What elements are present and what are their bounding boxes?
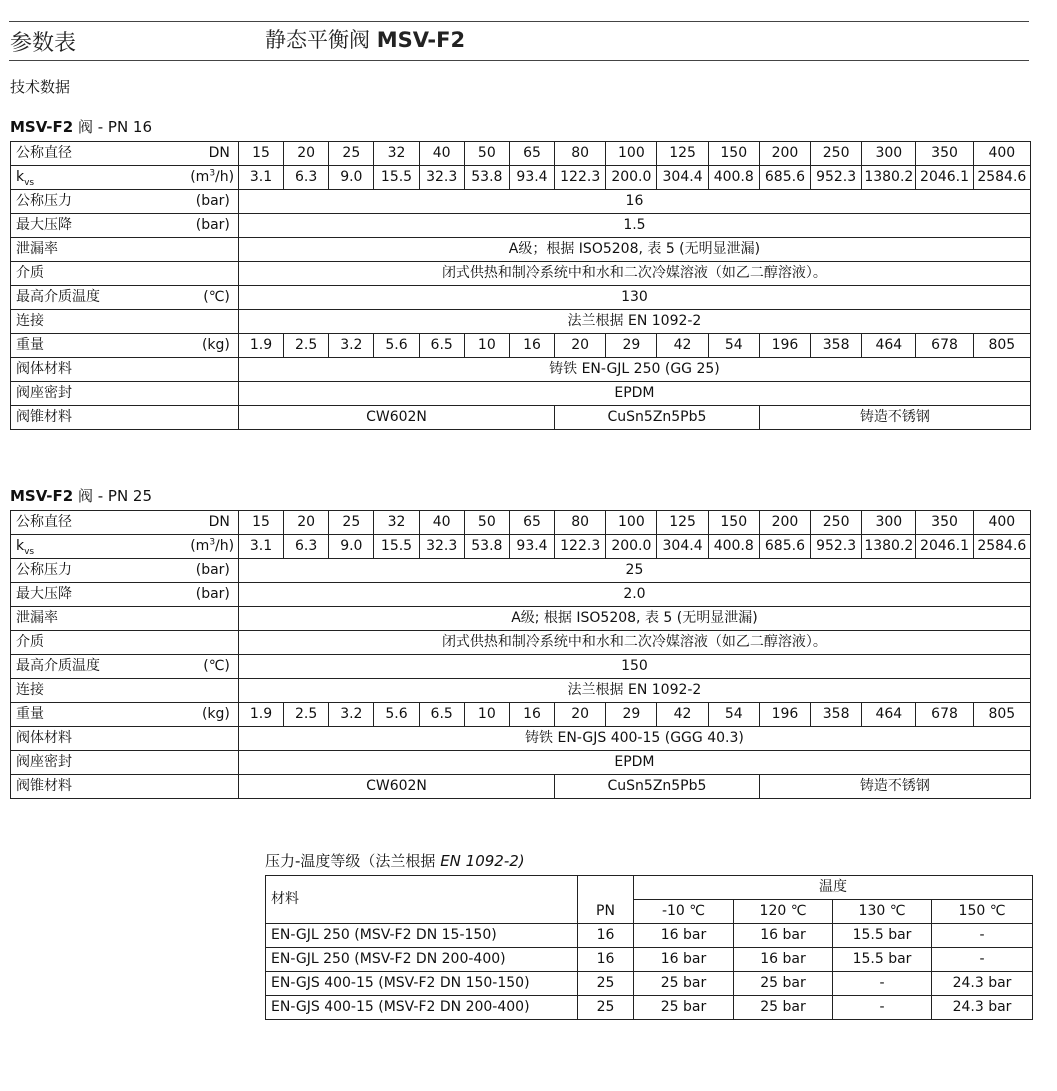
pt-material: EN-GJL 250 (MSV-F2 DN 200-400) — [266, 948, 578, 972]
table-row — [266, 972, 1033, 996]
spec-row-kvs — [11, 166, 1031, 190]
pt-header-pn: PN — [578, 876, 634, 924]
table-cell: 196 — [759, 334, 810, 358]
table-row — [266, 996, 1033, 1020]
kvs-unit-sup: 3 — [209, 168, 216, 179]
spec-row-max-temp — [11, 286, 1031, 310]
doc-title — [265, 24, 465, 54]
row-label: 阀座密封 — [11, 751, 239, 775]
table-cell: 304.4 — [657, 535, 708, 559]
table-cell: 10 — [464, 334, 509, 358]
spec-row-medium — [11, 262, 1031, 286]
row-label: 最大压降 — [11, 214, 191, 238]
row-label: 泄漏率 — [11, 607, 239, 631]
table-cell: 400.8 — [708, 166, 759, 190]
row-value: 2.0 — [238, 583, 1030, 607]
table-cell: 32 — [374, 511, 419, 535]
pt-header-row — [266, 876, 1033, 900]
row-label: 公称压力 — [11, 190, 191, 214]
table-cell: 10 — [464, 703, 509, 727]
pt-value: 25 bar — [634, 996, 734, 1020]
table-cell: 1.9 — [238, 703, 283, 727]
row-value: 130 — [238, 286, 1030, 310]
table-cell: 3.2 — [329, 703, 374, 727]
cone-material-value: 铸造不锈钢 — [759, 406, 1030, 430]
spec-row-pressure — [11, 190, 1031, 214]
table-cell: 42 — [657, 334, 708, 358]
row-label: 连接 — [11, 679, 239, 703]
pt-header-temp: 120 ℃ — [734, 900, 833, 924]
table-cell: 5.6 — [374, 703, 419, 727]
pt-value: 25 bar — [734, 972, 833, 996]
row-value: 铸铁 EN-GJL 250 (GG 25) — [238, 358, 1030, 382]
kvs-unit-post: /h) — [215, 538, 235, 554]
table-cell: 15 — [238, 511, 283, 535]
row-label: 阀锥材料 — [11, 406, 239, 430]
pt-material: EN-GJS 400-15 (MSV-F2 DN 200-400) — [266, 996, 578, 1020]
row-label: 阀体材料 — [11, 727, 239, 751]
kvs-unit — [190, 166, 238, 190]
row-value: 法兰根据 EN 1092-2 — [238, 310, 1030, 334]
pn16-heading-rest: 阀 - PN 16 — [77, 118, 153, 136]
spec-row-dn — [11, 142, 1031, 166]
pt-value: - — [833, 996, 932, 1020]
table-cell: 150 — [708, 142, 759, 166]
row-label: 重量 — [11, 703, 191, 727]
table-cell: 29 — [606, 334, 657, 358]
table-cell: 93.4 — [509, 535, 554, 559]
spec-row-cone-material — [11, 775, 1031, 799]
table-cell: 1380.2 — [862, 166, 916, 190]
kvs-label-sub: vs — [24, 177, 35, 188]
pt-material: EN-GJS 400-15 (MSV-F2 DN 150-150) — [266, 972, 578, 996]
table-cell: 805 — [973, 334, 1030, 358]
pt-value: 24.3 bar — [932, 972, 1033, 996]
table-cell: 25 — [329, 511, 374, 535]
pn25-heading-rest: 阀 - PN 25 — [77, 487, 153, 505]
header-bottom-rule — [9, 60, 1029, 61]
table-cell: 32.3 — [419, 166, 464, 190]
kvs-label-sub: vs — [24, 546, 35, 557]
table-cell: 80 — [555, 142, 606, 166]
row-value: 铸铁 EN-GJS 400-15 (GGG 40.3) — [238, 727, 1030, 751]
pt-header-material: 材料 — [266, 876, 578, 924]
kvs-label-main: k — [16, 169, 25, 185]
table-cell: 65 — [509, 142, 554, 166]
spec-row-leakage — [11, 607, 1031, 631]
row-unit: (bar) — [190, 559, 238, 583]
table-cell: 5.6 — [374, 334, 419, 358]
spec-row-cone-material — [11, 406, 1031, 430]
table-cell: 122.3 — [555, 535, 606, 559]
table-cell: 200 — [759, 511, 810, 535]
doc-title-prefix: 静态平衡阀 — [265, 28, 370, 52]
kvs-unit — [190, 535, 238, 559]
header-top-rule — [9, 21, 1029, 22]
row-value: A级；根据 ISO5208, 表 5 (无明显泄漏) — [238, 238, 1030, 262]
table-cell: 25 — [329, 142, 374, 166]
pt-pn: 25 — [578, 972, 634, 996]
table-cell: 685.6 — [759, 535, 810, 559]
table-cell: 15.5 — [374, 535, 419, 559]
row-label: 介质 — [11, 631, 239, 655]
table-cell: 2046.1 — [916, 535, 973, 559]
table-cell: 54 — [708, 703, 759, 727]
table-cell: 350 — [916, 142, 973, 166]
table-cell: 300 — [862, 511, 916, 535]
table-row — [266, 948, 1033, 972]
table-cell: 122.3 — [555, 166, 606, 190]
doc-title-model: MSV-F2 — [376, 28, 466, 52]
pt-value: 25 bar — [734, 996, 833, 1020]
table-cell: 32 — [374, 142, 419, 166]
table-cell: 6.3 — [284, 535, 329, 559]
pt-pn: 16 — [578, 924, 634, 948]
table-cell: 15 — [238, 142, 283, 166]
table-cell: 2046.1 — [916, 166, 973, 190]
spec-row-medium — [11, 631, 1031, 655]
spec-row-max-drop — [11, 583, 1031, 607]
kvs-label — [11, 535, 191, 559]
row-unit: (℃) — [190, 286, 238, 310]
pressure-temp-table — [265, 875, 1033, 1020]
row-unit: (kg) — [190, 703, 238, 727]
row-label: 最高介质温度 — [11, 286, 191, 310]
cone-material-value: CW602N — [238, 775, 554, 799]
table-cell: 15.5 — [374, 166, 419, 190]
table-cell: 350 — [916, 511, 973, 535]
table-cell: 16 — [509, 703, 554, 727]
table-cell: 54 — [708, 334, 759, 358]
table-cell: 93.4 — [509, 166, 554, 190]
table-cell: 150 — [708, 511, 759, 535]
row-value: 16 — [238, 190, 1030, 214]
table-cell: 1380.2 — [862, 535, 916, 559]
table-cell: 952.3 — [811, 166, 862, 190]
pt-header-temp: -10 ℃ — [634, 900, 734, 924]
pt-material: EN-GJL 250 (MSV-F2 DN 15-150) — [266, 924, 578, 948]
table-cell: 53.8 — [464, 166, 509, 190]
row-label: 泄漏率 — [11, 238, 239, 262]
pt-value: - — [833, 972, 932, 996]
pn25-heading-model: MSV-F2 — [10, 487, 74, 505]
row-value: 150 — [238, 655, 1030, 679]
table-cell: 250 — [811, 511, 862, 535]
row-unit: (℃) — [190, 655, 238, 679]
table-cell: 6.5 — [419, 703, 464, 727]
pt-value: 15.5 bar — [833, 948, 932, 972]
spec-row-body-material — [11, 727, 1031, 751]
pn16-spec-table — [10, 141, 1031, 430]
table-cell: 65 — [509, 511, 554, 535]
pt-value: 24.3 bar — [932, 996, 1033, 1020]
row-unit: (kg) — [190, 334, 238, 358]
table-cell: 20 — [555, 703, 606, 727]
row-label: 公称压力 — [11, 559, 191, 583]
row-unit: (bar) — [190, 583, 238, 607]
table-cell: 952.3 — [811, 535, 862, 559]
table-cell: 40 — [419, 511, 464, 535]
table-row — [266, 924, 1033, 948]
table-cell: 678 — [916, 334, 973, 358]
row-label: 连接 — [11, 310, 239, 334]
table-cell: 200 — [759, 142, 810, 166]
row-value: 闭式供热和制冷系统中和水和二次冷媒溶液（如乙二醇溶液）。 — [238, 631, 1030, 655]
pn25-spec-table — [10, 510, 1031, 799]
table-cell: 50 — [464, 142, 509, 166]
row-label: 最高介质温度 — [11, 655, 191, 679]
table-cell: 100 — [606, 511, 657, 535]
table-cell: 32.3 — [419, 535, 464, 559]
row-value: EPDM — [238, 382, 1030, 406]
table-cell: 400.8 — [708, 535, 759, 559]
spec-row-connection — [11, 310, 1031, 334]
kvs-label-main: k — [16, 538, 25, 554]
table-cell: 53.8 — [464, 535, 509, 559]
table-cell: 6.3 — [284, 166, 329, 190]
cone-material-value: CW602N — [238, 406, 554, 430]
pt-value: 16 bar — [634, 948, 734, 972]
table-cell: 200.0 — [606, 535, 657, 559]
row-label: 阀锥材料 — [11, 775, 239, 799]
spec-row-dn — [11, 511, 1031, 535]
table-cell: 3.1 — [238, 166, 283, 190]
row-unit: DN — [190, 142, 238, 166]
table-cell: 20 — [555, 334, 606, 358]
pt-pn: 25 — [578, 996, 634, 1020]
table-cell: 40 — [419, 142, 464, 166]
table-cell: 125 — [657, 142, 708, 166]
pn16-heading-model: MSV-F2 — [10, 118, 74, 136]
kvs-unit-post: /h) — [215, 169, 235, 185]
spec-row-kvs — [11, 535, 1031, 559]
cone-material-value: 铸造不锈钢 — [759, 775, 1030, 799]
spec-row-max-temp — [11, 655, 1031, 679]
pt-value: 15.5 bar — [833, 924, 932, 948]
table-cell: 2.5 — [284, 334, 329, 358]
pt-value: 16 bar — [734, 924, 833, 948]
row-value: 法兰根据 EN 1092-2 — [238, 679, 1030, 703]
table-cell: 464 — [862, 334, 916, 358]
table-cell: 1.9 — [238, 334, 283, 358]
table-cell: 9.0 — [329, 535, 374, 559]
table-cell: 805 — [973, 703, 1030, 727]
cone-material-value: CuSn5Zn5Pb5 — [555, 775, 760, 799]
spec-row-pressure — [11, 559, 1031, 583]
spec-row-seat-seal — [11, 751, 1031, 775]
row-value: A级; 根据 ISO5208, 表 5 (无明显泄漏) — [238, 607, 1030, 631]
cone-material-value: CuSn5Zn5Pb5 — [555, 406, 760, 430]
spec-row-connection — [11, 679, 1031, 703]
table-cell: 400 — [973, 142, 1030, 166]
row-unit: DN — [190, 511, 238, 535]
pt-value: 16 bar — [734, 948, 833, 972]
spec-row-seat-seal — [11, 382, 1031, 406]
row-unit: (bar) — [190, 190, 238, 214]
table-cell: 2.5 — [284, 703, 329, 727]
table-cell: 400 — [973, 511, 1030, 535]
row-label: 介质 — [11, 262, 239, 286]
kvs-unit-pre: (m — [190, 169, 210, 185]
doc-type-label: 参数表 — [10, 31, 77, 56]
pt-header-temp-group: 温度 — [634, 876, 1033, 900]
table-cell: 80 — [555, 511, 606, 535]
row-label: 公称直径 — [11, 511, 191, 535]
row-unit: (bar) — [190, 214, 238, 238]
pn16-table-heading — [10, 116, 152, 137]
row-label: 阀座密封 — [11, 382, 239, 406]
pressure-temp-title-italic: EN 1092-2) — [440, 852, 525, 870]
spec-row-weight — [11, 703, 1031, 727]
pn25-table-heading — [10, 485, 152, 506]
table-cell: 358 — [811, 334, 862, 358]
row-value: 1.5 — [238, 214, 1030, 238]
row-label: 阀体材料 — [11, 358, 239, 382]
spec-row-leakage — [11, 238, 1031, 262]
table-cell: 16 — [509, 334, 554, 358]
table-cell: 100 — [606, 142, 657, 166]
table-cell: 3.2 — [329, 334, 374, 358]
pt-value: 25 bar — [634, 972, 734, 996]
row-value: 闭式供热和制冷系统中和水和二次冷媒溶液（如乙二醇溶液）。 — [238, 262, 1030, 286]
table-cell: 300 — [862, 142, 916, 166]
section-title: 技术数据 — [10, 78, 71, 96]
kvs-unit-sup: 3 — [209, 537, 216, 548]
table-cell: 20 — [284, 142, 329, 166]
table-cell: 358 — [811, 703, 862, 727]
pressure-temp-title — [265, 850, 525, 871]
pt-value: 16 bar — [634, 924, 734, 948]
table-cell: 200.0 — [606, 166, 657, 190]
table-cell: 9.0 — [329, 166, 374, 190]
table-cell: 250 — [811, 142, 862, 166]
pt-header-temp: 130 ℃ — [833, 900, 932, 924]
table-cell: 20 — [284, 511, 329, 535]
spec-row-max-drop — [11, 214, 1031, 238]
table-cell: 196 — [759, 703, 810, 727]
kvs-label — [11, 166, 191, 190]
pt-pn: 16 — [578, 948, 634, 972]
table-cell: 685.6 — [759, 166, 810, 190]
row-label: 公称直径 — [11, 142, 191, 166]
table-cell: 2584.6 — [973, 166, 1030, 190]
table-cell: 42 — [657, 703, 708, 727]
table-cell: 3.1 — [238, 535, 283, 559]
kvs-unit-pre: (m — [190, 538, 210, 554]
table-cell: 2584.6 — [973, 535, 1030, 559]
row-label: 最大压降 — [11, 583, 191, 607]
row-value: 25 — [238, 559, 1030, 583]
table-cell: 6.5 — [419, 334, 464, 358]
table-cell: 678 — [916, 703, 973, 727]
pressure-temp-title-main: 压力-温度等级（法兰根据 — [265, 852, 441, 870]
pt-value: - — [932, 924, 1033, 948]
table-cell: 29 — [606, 703, 657, 727]
table-cell: 125 — [657, 511, 708, 535]
table-cell: 304.4 — [657, 166, 708, 190]
table-cell: 464 — [862, 703, 916, 727]
table-cell: 50 — [464, 511, 509, 535]
row-value: EPDM — [238, 751, 1030, 775]
pt-header-temp: 150 ℃ — [932, 900, 1033, 924]
spec-row-body-material — [11, 358, 1031, 382]
spec-row-weight — [11, 334, 1031, 358]
row-label: 重量 — [11, 334, 191, 358]
pt-value: - — [932, 948, 1033, 972]
